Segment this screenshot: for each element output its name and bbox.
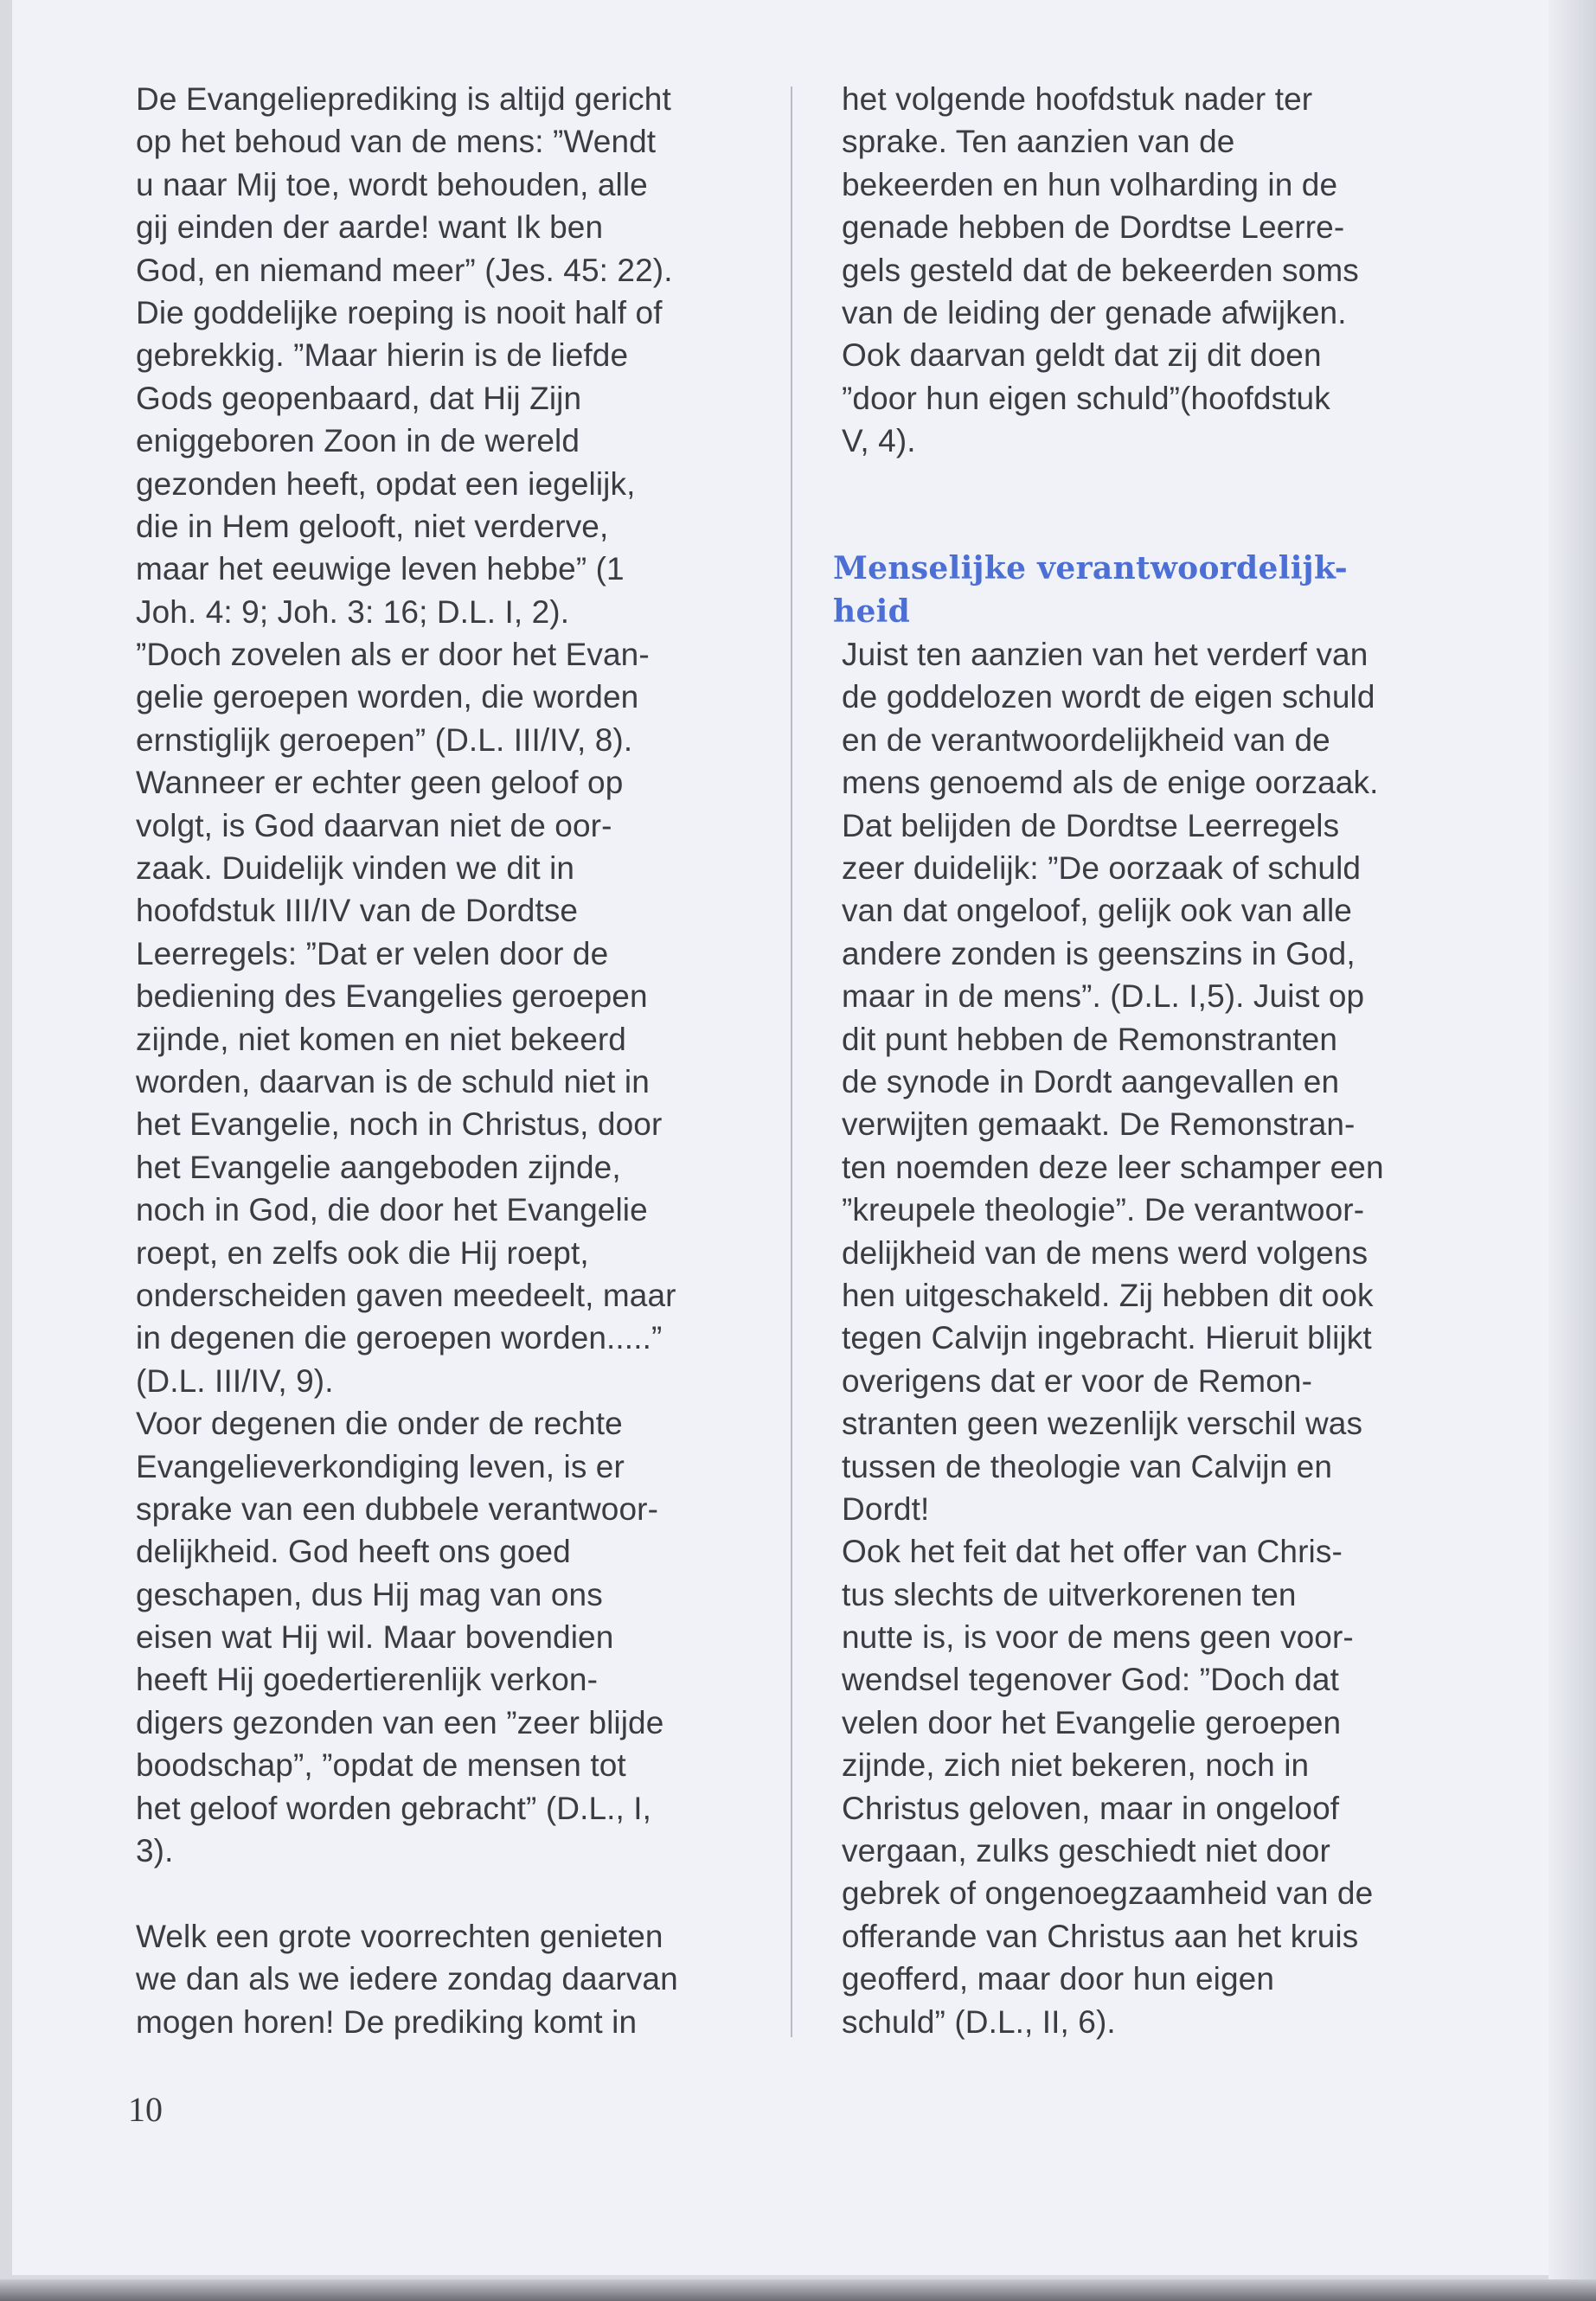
text-line: De Evangelieprediking is altijd gericht: [136, 81, 671, 117]
text-line: gezonden heeft, opdat een iegelijk,: [136, 465, 636, 502]
text-line: gebrekkig. ”Maar hierin is de liefde: [136, 337, 629, 374]
text-line: verwijten gemaakt. De Remonstran-: [842, 1106, 1356, 1143]
text-line: hoofdstuk III/IV van de Dordtse: [136, 893, 579, 929]
text-line: eniggeboren Zoon in de wereld: [136, 423, 580, 459]
text-line: Wanneer er echter geen geloof op: [136, 765, 624, 801]
text-line: Juist ten aanzien van het verderf van: [842, 637, 1368, 673]
text-line: andere zonden is geenszins in God,: [842, 935, 1356, 971]
text-line: roept, en zelfs ook die Hij roept,: [136, 1234, 589, 1271]
text-line: onderscheiden gaven meedeelt, maar: [136, 1277, 676, 1313]
text-line: maar in de mens”. (D.L. I,5). Juist op: [842, 978, 1365, 1015]
text-line: Ook daarvan geldt dat zij dit doen: [842, 337, 1322, 374]
text-line: van dat ongeloof, gelijk ook van alle: [842, 893, 1352, 929]
text-line: in degenen die geroepen worden.....”: [136, 1320, 663, 1356]
text-line: ten noemden deze leer schamper een: [842, 1149, 1384, 1185]
text-line: genade hebben de Dordtse Leerre-: [842, 209, 1345, 246]
section-heading: heid: [833, 593, 911, 630]
text-line: hen uitgeschakeld. Zij hebben dit ook: [842, 1277, 1374, 1313]
text-line: Ook het feit dat het offer van Chris-: [842, 1534, 1343, 1570]
text-line: Die goddelijke roeping is nooit half of: [136, 294, 663, 330]
text-line: God, en niemand meer” (Jes. 45: 22).: [136, 252, 673, 288]
text-line: Evangelieverkondiging leven, is er: [136, 1448, 625, 1484]
text-line: Dat belijden de Dordtse Leerregels: [842, 807, 1340, 843]
text-line: ”door hun eigen schuld”(hoofdstuk: [842, 380, 1330, 416]
text-line: Gods geopenbaard, dat Hij Zijn: [136, 380, 582, 416]
blank-line: [136, 1872, 678, 1914]
text-line: worden, daarvan is de schuld niet in: [136, 1063, 650, 1099]
text-line: tegen Calvijn ingebracht. Hieruit blijkt: [842, 1320, 1372, 1356]
blank-line: [842, 505, 1384, 548]
text-line: bediening des Evangelies geroepen: [136, 978, 648, 1015]
text-line: offerande van Christus aan het kruis: [842, 1918, 1359, 1954]
text-line: bekeerden en hun volharding in de: [842, 166, 1338, 202]
text-line: op het behoud van de mens: ”Wendt: [136, 124, 657, 160]
column-divider: [791, 87, 792, 2037]
scan-bottom-edge: [0, 2279, 1596, 2301]
text-line: noch in God, die door het Evangelie: [136, 1192, 648, 1228]
text-line: gels gesteld dat de bekeerden soms: [842, 252, 1359, 288]
text-line: zijnde, zich niet bekeren, noch in: [842, 1747, 1310, 1784]
text-line: vergaan, zulks geschiedt niet door: [842, 1833, 1330, 1869]
text-line: zijnde, niet komen en niet bekeerd: [136, 1021, 626, 1057]
text-line: ernstiglijk geroepen” (D.L. III/IV, 8).: [136, 721, 633, 758]
text-line: volgt, is God daarvan niet de oor-: [136, 807, 612, 843]
text-line: geschapen, dus Hij mag van ons: [136, 1576, 603, 1612]
right-text-column: [833, 78, 1384, 2043]
text-line: mens genoemd als de enige oorzaak.: [842, 765, 1379, 801]
text-line: mogen horen! De prediking komt in: [136, 2003, 638, 2040]
text-line: boodschap”, ”opdat de mensen tot: [136, 1747, 626, 1784]
text-line: die in Hem gelooft, niet verderve,: [136, 508, 609, 544]
text-line: de goddelozen wordt de eigen schuld: [842, 679, 1375, 715]
left-text-column: [136, 78, 678, 2043]
text-line: gebrek of ongenoegzaamheid van de: [842, 1875, 1374, 1912]
text-line: het geloof worden gebracht” (D.L., I,: [136, 1790, 652, 1826]
text-line: nutte is, is voor de mens geen voor-: [842, 1619, 1354, 1656]
text-line: (D.L. III/IV, 9).: [136, 1362, 334, 1399]
text-line: delijkheid van de mens werd volgens: [842, 1234, 1368, 1271]
text-line: overigens dat er voor de Remon-: [842, 1362, 1312, 1399]
text-line: de synode in Dordt aangevallen en: [842, 1063, 1340, 1099]
text-line: van de leiding der genade afwijken.: [842, 294, 1347, 330]
text-line: tussen de theologie van Calvijn en: [842, 1448, 1332, 1484]
text-line: eisen wat Hij wil. Maar bovendien: [136, 1619, 614, 1656]
text-line: zeer duidelijk: ”De oorzaak of schuld: [842, 850, 1362, 887]
text-line: en de verantwoordelijkheid van de: [842, 721, 1330, 758]
text-line: V, 4).: [842, 423, 916, 459]
text-line: maar het eeuwige leven hebbe” (1: [136, 551, 625, 587]
text-line: Joh. 4: 9; Joh. 3: 16; D.L. I, 2).: [136, 593, 570, 630]
text-line: Welk een grote voorrechten genieten: [136, 1918, 663, 1954]
text-line: Christus geloven, maar in ongeloof: [842, 1790, 1340, 1826]
section-heading: Menselijke verantwoordelijk-: [833, 550, 1349, 587]
text-line: stranten geen wezenlijk verschil was: [842, 1406, 1363, 1442]
page-number: 10: [128, 2090, 163, 2129]
text-line: heeft Hij goedertierenlijk verkon-: [136, 1662, 598, 1698]
page-edge-shadow: [1548, 0, 1596, 2301]
text-line: digers gezonden van een ”zeer blijde: [136, 1704, 664, 1740]
text-line: tus slechts de uitverkorenen ten: [842, 1576, 1297, 1612]
text-line: ”kreupele theologie”. De verantwoor-: [842, 1192, 1365, 1228]
blank-line: [842, 463, 1384, 505]
text-line: Dordt!: [842, 1490, 930, 1527]
text-line: ”Doch zovelen als er door het Evan-: [136, 637, 650, 673]
text-line: Voor degenen die onder de rechte: [136, 1406, 623, 1442]
text-line: sprake van een dubbele verantwoor-: [136, 1490, 658, 1527]
text-line: u naar Mij toe, wordt behouden, alle: [136, 166, 648, 202]
text-line: zaak. Duidelijk vinden we dit in: [136, 850, 575, 887]
text-line: delijkheid. God heeft ons goed: [136, 1534, 571, 1570]
text-line: het Evangelie aangeboden zijnde,: [136, 1149, 621, 1185]
text-line: schuld” (D.L., II, 6).: [842, 2003, 1116, 2040]
text-line: sprake. Ten aanzien van de: [842, 124, 1235, 160]
text-line: 3).: [136, 1833, 174, 1869]
text-line: gelie geroepen worden, die worden: [136, 679, 639, 715]
text-line: Leerregels: ”Dat er velen door de: [136, 935, 609, 971]
text-line: wendsel tegenover God: ”Doch dat: [842, 1662, 1339, 1698]
text-line: het volgende hoofdstuk nader ter: [842, 81, 1313, 117]
text-line: dit punt hebben de Remonstranten: [842, 1021, 1337, 1057]
text-line: gij einden der aarde! want Ik ben: [136, 209, 604, 246]
text-line: het Evangelie, noch in Christus, door: [136, 1106, 663, 1143]
text-line: we dan als we iedere zondag daarvan: [136, 1961, 678, 1997]
text-line: geofferd, maar door hun eigen: [842, 1961, 1275, 1997]
text-line: velen door het Evangelie geroepen: [842, 1704, 1342, 1740]
